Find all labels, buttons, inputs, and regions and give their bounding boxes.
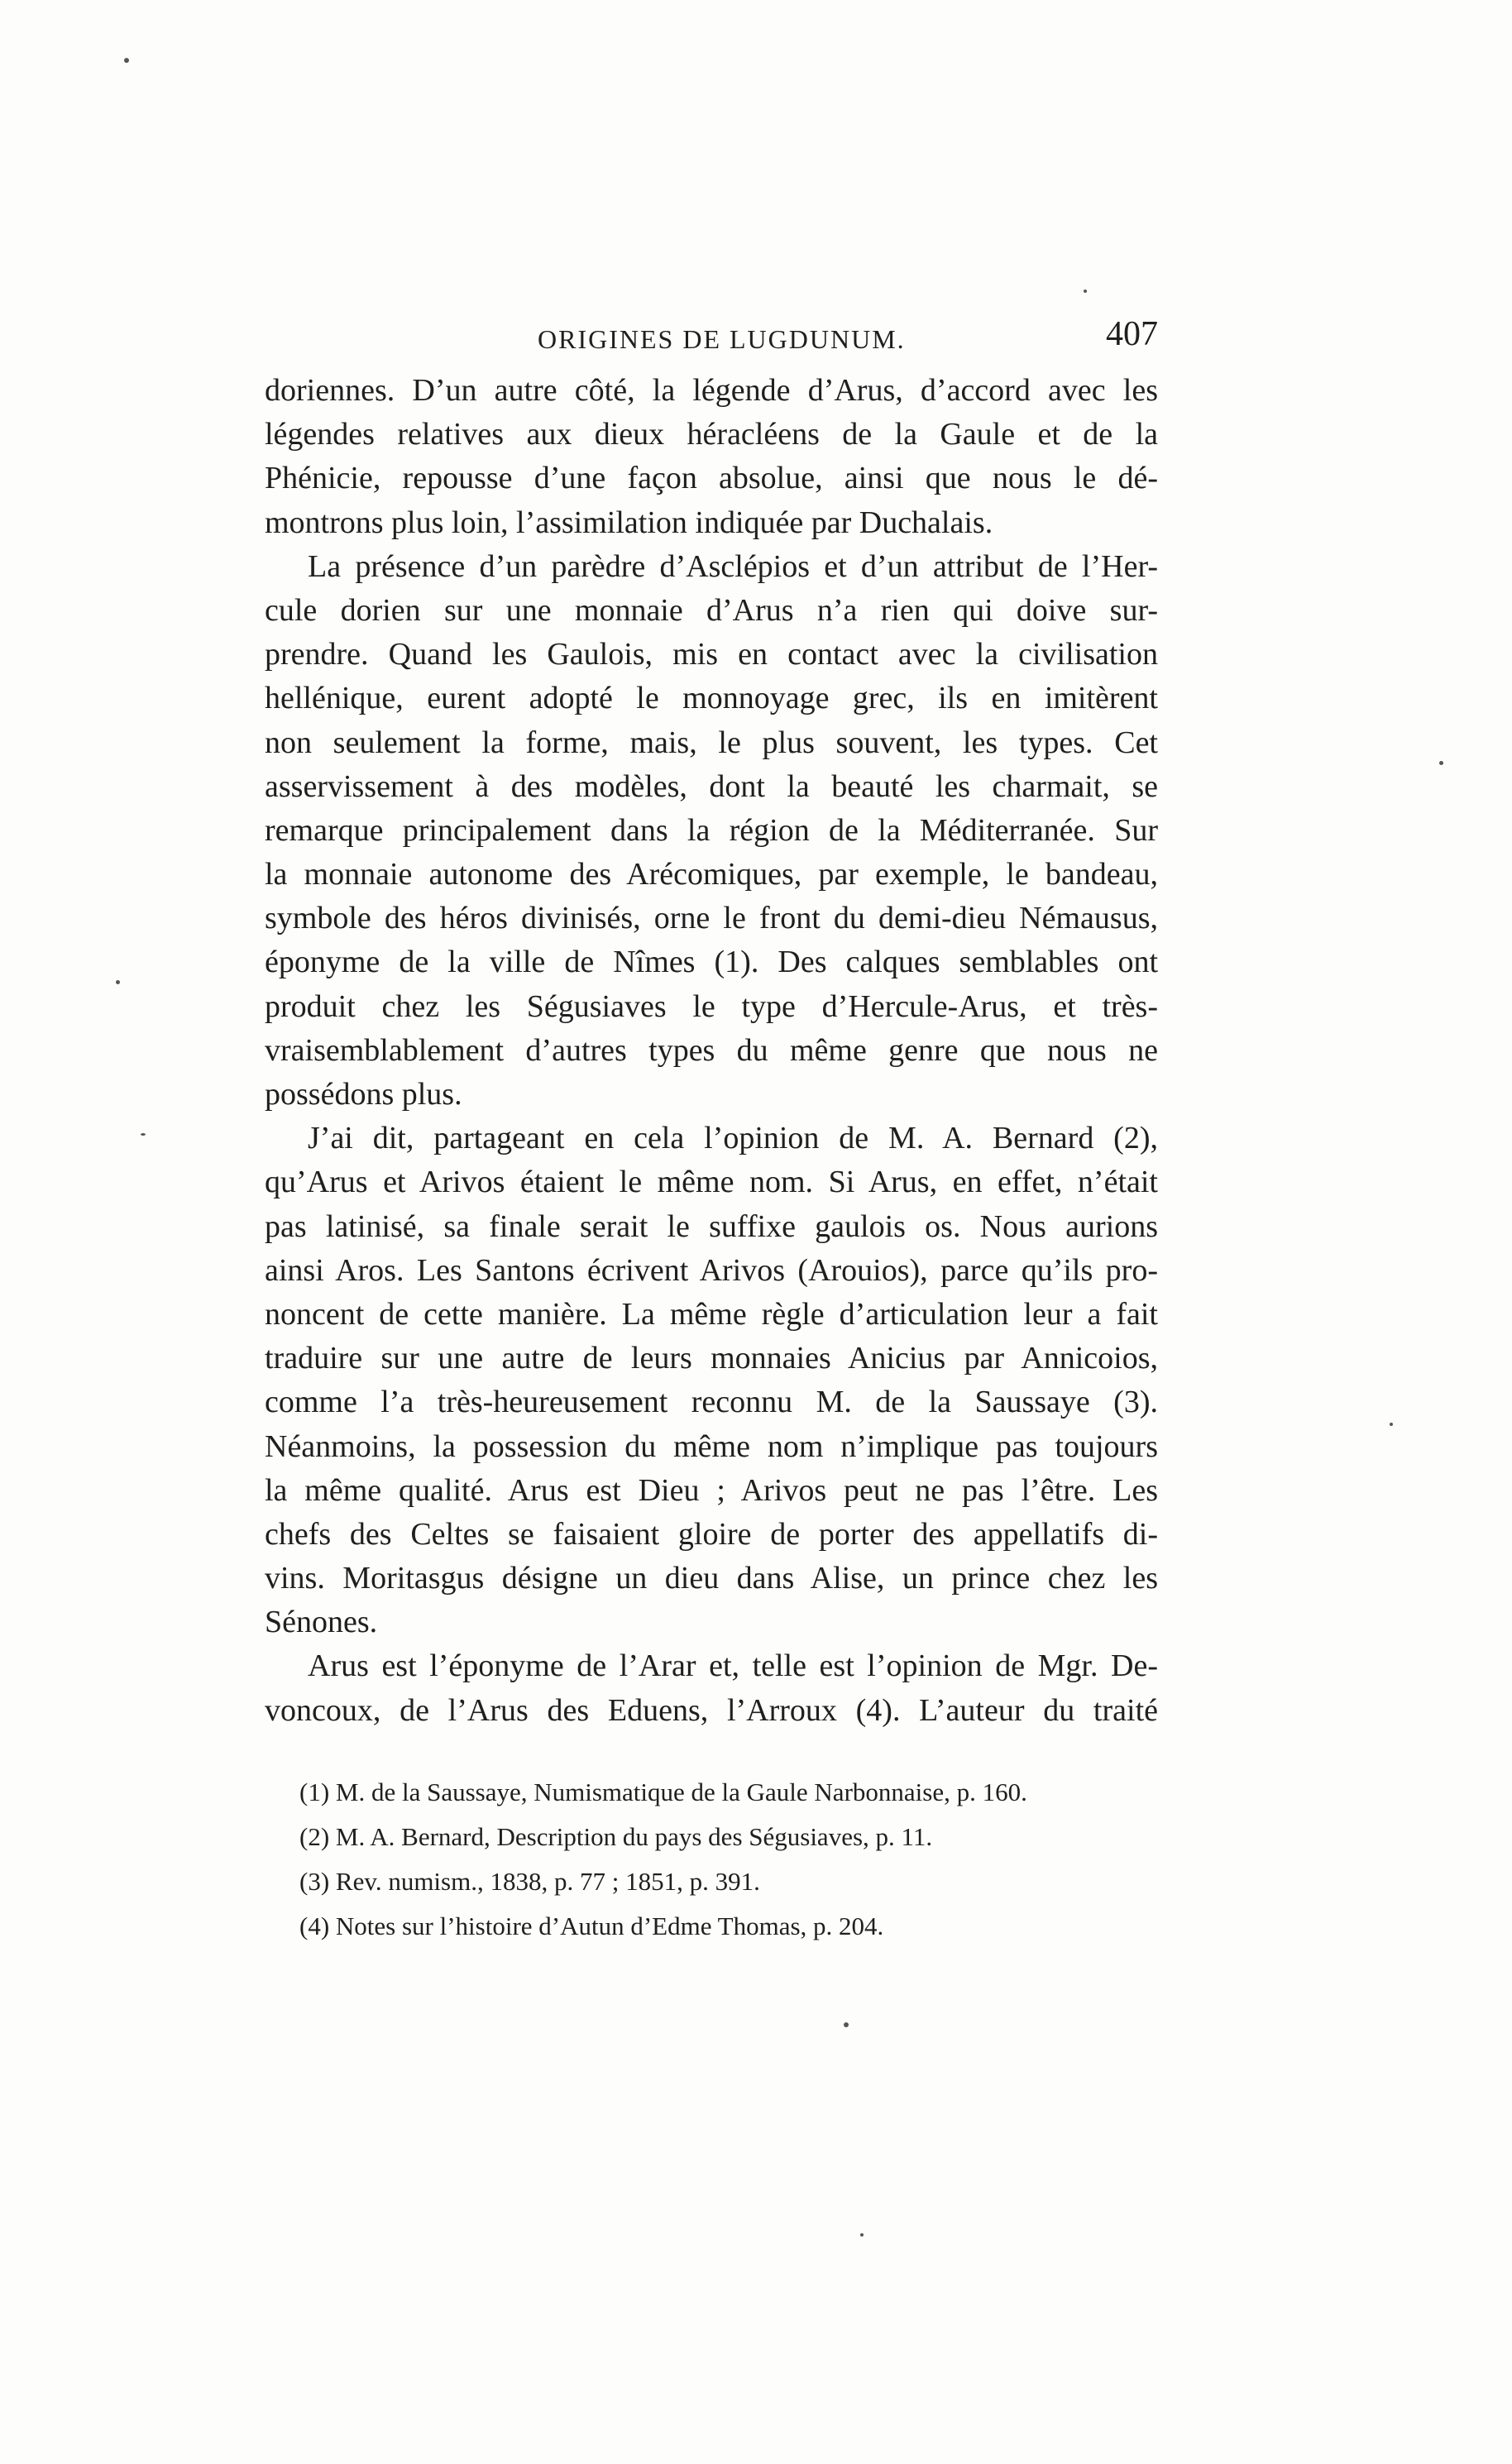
footnote: (1) M. de la Saussaye, Numismatique de la Gaule Narbonnaise, p. 160. [299, 1777, 1027, 1806]
text-line: Phénicie, repousse d’une façon absolue, ainsi que nous le dé- [265, 461, 1158, 496]
text-line: asservissement à des modèles, dont la beauté les charmait, se [265, 768, 1158, 804]
text-line: montrons plus loin, l’assimilation indiquée par Duchalais. [265, 505, 993, 540]
page-number: 407 [1106, 315, 1158, 353]
text-line: doriennes. D’un autre côté, la légende d’Arus, d’accord avec les [265, 373, 1158, 408]
text-line: comme l’a très-heureusement reconnu M. de la Saussaye (3). [265, 1385, 1158, 1420]
text-line: voncoux, de l’Arus des Eduens, l’Arroux (4). L’auteur du traité [265, 1692, 1158, 1728]
text-line: éponyme de la ville de Nîmes (1). Des calques semblables ont [265, 945, 1158, 980]
text-line: chefs des Celtes se faisaient gloire de porter des appellatifs di- [265, 1516, 1158, 1552]
text-line: La présence d’un parèdre d’Asclépios et d’un attribut de l’Her- [308, 548, 1158, 584]
footnote: (4) Notes sur l’histoire d’Autun d’Edme Thomas, p. 204. [299, 1911, 884, 1940]
text-line: Arus est l’éponyme de l’Arar et, telle est l’opinion de Mgr. De- [308, 1648, 1158, 1684]
footnote: (3) Rev. numism., 1838, p. 77 ; 1851, p. 391. [299, 1867, 760, 1896]
scan-speck [1084, 289, 1087, 293]
scan-speck [116, 980, 120, 984]
text-line: vraisemblablement d’autres types du même genre que nous ne [265, 1032, 1158, 1068]
text-line: ainsi Aros. Les Santons écrivent Arivos (Arouios), parce qu’ils pro- [265, 1252, 1158, 1288]
text-line: J’ai dit, partageant en cela l’opinion de M. A. Bernard (2), [308, 1121, 1158, 1156]
text-line: la monnaie autonome des Arécomiques, par exemple, le bandeau, [265, 857, 1158, 892]
text-line: noncent de cette manière. La même règle d’articulation leur a fait [265, 1296, 1158, 1332]
text-line: qu’Arus et Arivos étaient le même nom. Si Arus, en effet, n’était [265, 1165, 1158, 1200]
scan-speck [124, 58, 129, 63]
scan-speck [141, 1133, 146, 1136]
text-line: symbole des héros divinisés, orne le front du demi-dieu Némausus, [265, 901, 1158, 936]
text-line: non seulement la forme, mais, le plus souvent, les types. Cet [265, 725, 1158, 760]
scan-speck [860, 2233, 864, 2237]
text-line: produit chez les Ségusiaves le type d’Hercule-Arus, et très- [265, 988, 1158, 1024]
footnotes [299, 1770, 1160, 1949]
text-line: traduire sur une autre de leurs monnaies Anicius par Annicoios, [265, 1341, 1158, 1376]
running-title: ORIGINES DE LUGDUNUM. [538, 324, 906, 354]
footnote: (2) M. A. Bernard, Description du pays des Ségusiaves, p. 11. [299, 1822, 933, 1851]
text-line: hellénique, eurent adopté le monnoyage grec, ils en imitèrent [265, 681, 1158, 716]
text-line: la même qualité. Arus est Dieu ; Arivos peut ne pas l’être. Les [265, 1472, 1158, 1508]
body-text [265, 369, 1158, 1733]
text-line: possédons plus. [265, 1077, 462, 1112]
text-line: Sénones. [265, 1605, 378, 1640]
text-line: vins. Moritasgus désigne un dieu dans Alise, un prince chez les [265, 1561, 1158, 1596]
text-line: légendes relatives aux dieux héracléens de la Gaule et de la [265, 417, 1158, 452]
text-line: cule dorien sur une monnaie d’Arus n’a rien qui doive sur- [265, 592, 1158, 628]
scan-speck [1439, 761, 1443, 765]
scan-speck [844, 2022, 849, 2027]
text-line: pas latinisé, sa finale serait le suffixe gaulois os. Nous aurions [265, 1208, 1158, 1244]
text-line: remarque principalement dans la région de la Méditerranée. Sur [265, 812, 1158, 848]
scan-speck [1390, 1423, 1393, 1426]
text-line: prendre. Quand les Gaulois, mis en contact avec la civilisation [265, 637, 1158, 672]
text-line: Néanmoins, la possession du même nom n’implique pas toujours [265, 1428, 1158, 1464]
page-header [265, 314, 1158, 364]
